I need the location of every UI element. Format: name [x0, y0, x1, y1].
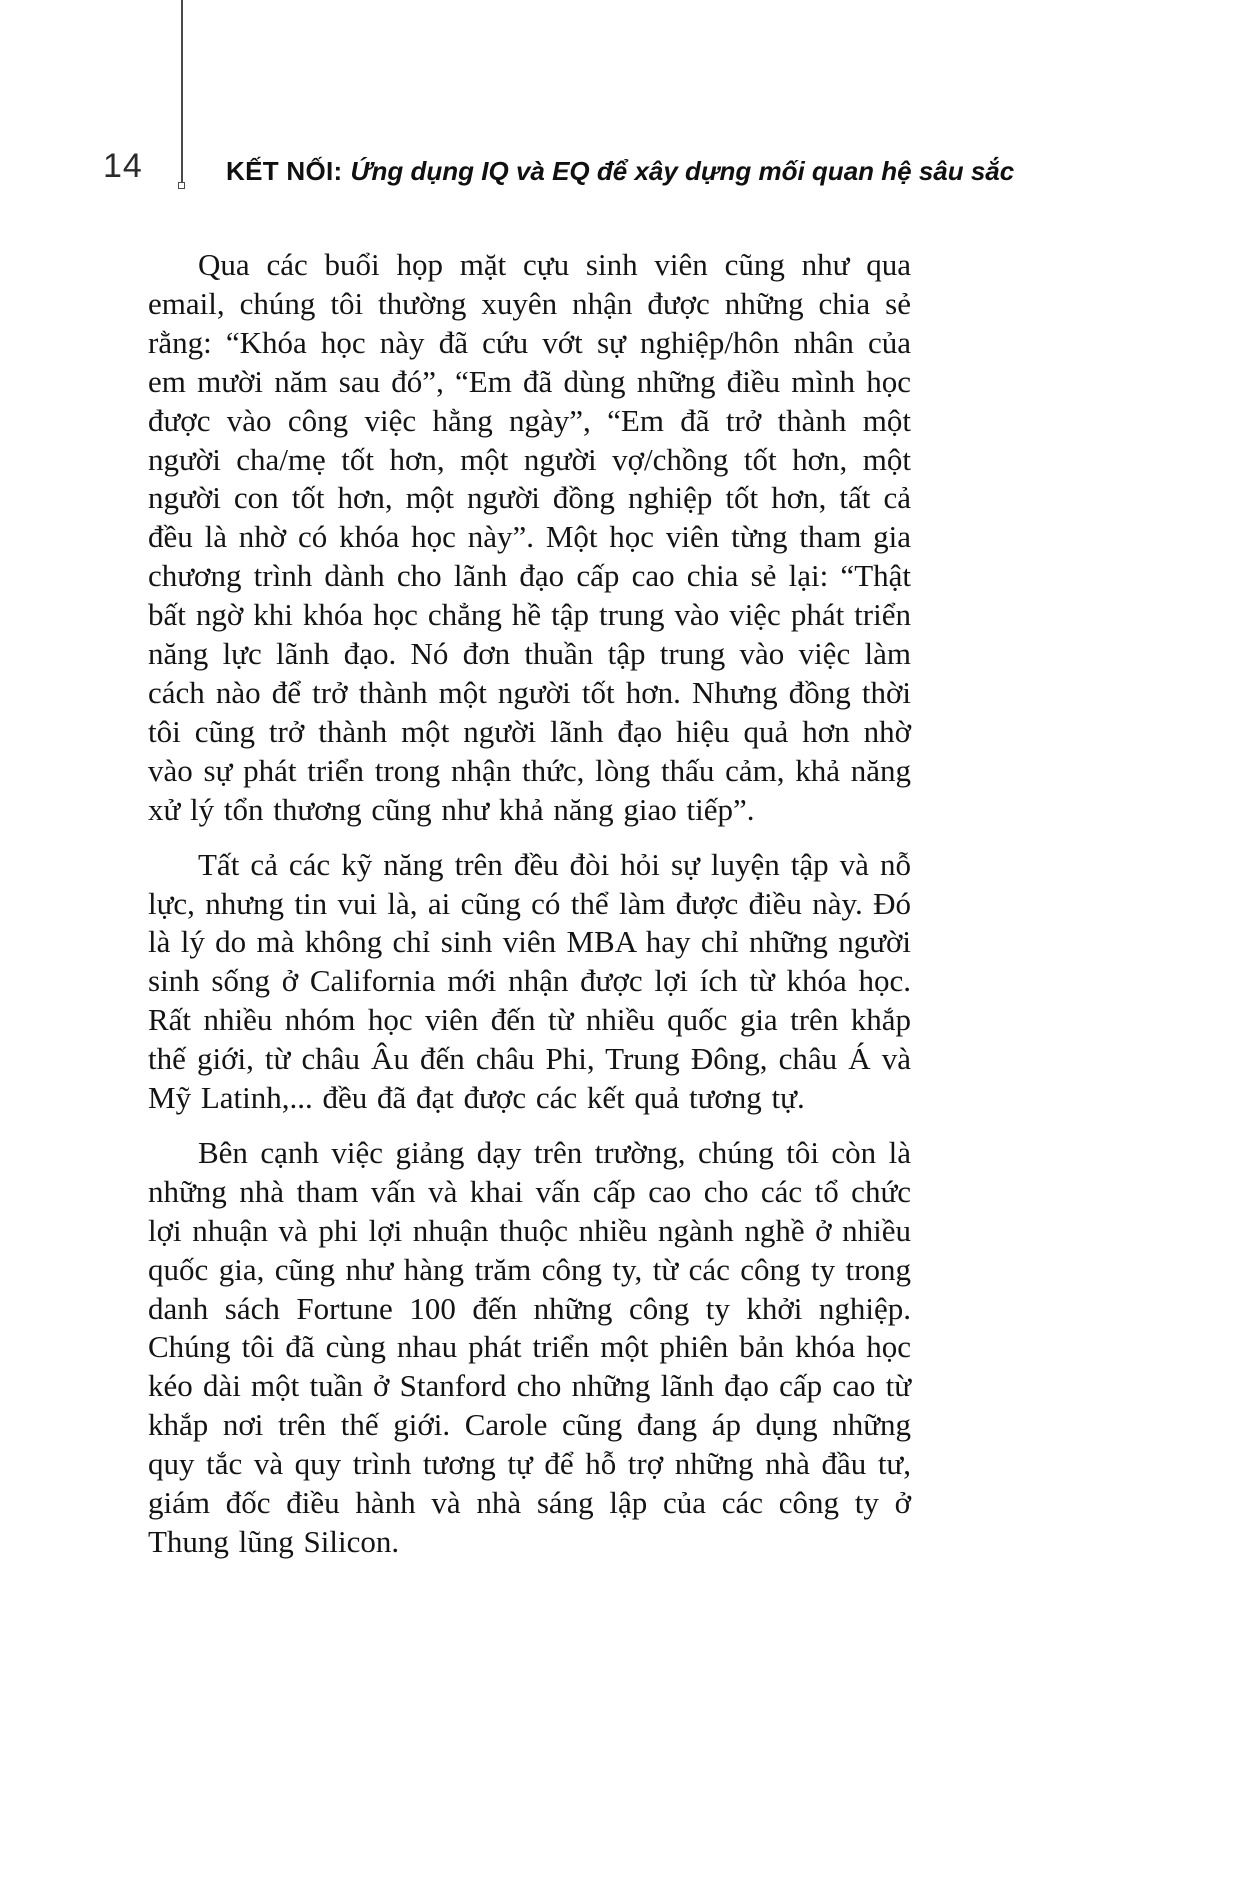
body-text — [148, 246, 911, 1578]
book-subtitle: Ứng dụng IQ và EQ để xây dựng mối quan hệ sâu sắc — [350, 156, 1015, 186]
paragraph: Tất cả các kỹ năng trên đều đòi hỏi sự luyện tập và nỗ lực, nhưng tin vui là, ai cũng có thể làm được điều này. Đó là lý do mà không chỉ sinh viên MBA hay chỉ những người sinh sống ở California mới nhận được lợi ích từ khóa học. Rất nhiều nhóm học viên đến từ nhiều quốc gia trên khắp thế giới, từ châu Âu đến châu Phi, Trung Đông, châu Á và Mỹ Latinh,... đều đã đạt được các kết quả tương tự. — [148, 846, 911, 1116]
header-divider-line — [181, 0, 183, 182]
paragraph: Bên cạnh việc giảng dạy trên trường, chúng tôi còn là những nhà tham vấn và khai vấn cấp cao cho các tổ chức lợi nhuận và phi lợi nhuận thuộc nhiều ngành nghề ở nhiều quốc gia, cũng như hàng trăm công ty, từ các công ty trong danh sách Fortune 100 đến những công ty khởi nghiệp. Chúng tôi đã cùng nhau phát triển một phiên bản khóa học kéo dài một tuần ở Stanford cho những lãnh đạo cấp cao từ khắp nơi trên thế giới. Carole cũng đang áp dụng những quy tắc và quy trình tương tự để hỗ trợ những nhà đầu tư, giám đốc điều hành và nhà sáng lập của các công ty ở Thung lũng Silicon. — [148, 1134, 911, 1559]
book-title: KẾT NỐI: — [226, 156, 343, 186]
running-header — [226, 155, 1014, 187]
page-number: 14 — [103, 147, 143, 185]
header-divider-end-square — [178, 182, 185, 189]
paragraph: Qua các buổi họp mặt cựu sinh viên cũng như qua email, chúng tôi thường xuyên nhận được những chia sẻ rằng: “Khóa học này đã cứu vớt sự nghiệp/hôn nhân của em mười năm sau đó”, “Em đã dùng những điều mình học được vào công việc hằng ngày”, “Em đã trở thành một người cha/mẹ tốt hơn, một người vợ/chồng tốt hơn, một người con tốt hơn, một người đồng nghiệp tốt hơn, tất cả đều là nhờ có khóa học này”. Một học viên từng tham gia chương trình dành cho lãnh đạo cấp cao chia sẻ lại: “Thật bất ngờ khi khóa học chẳng hề tập trung vào việc phát triển năng lực lãnh đạo. Nó đơn thuần tập trung vào việc làm cách nào để trở thành một người tốt hơn. Nhưng đồng thời tôi cũng trở thành một người lãnh đạo hiệu quả hơn nhờ vào sự phát triển trong nhận thức, lòng thấu cảm, khả năng xử lý tổn thương cũng như khả năng giao tiếp”. — [148, 247, 911, 827]
